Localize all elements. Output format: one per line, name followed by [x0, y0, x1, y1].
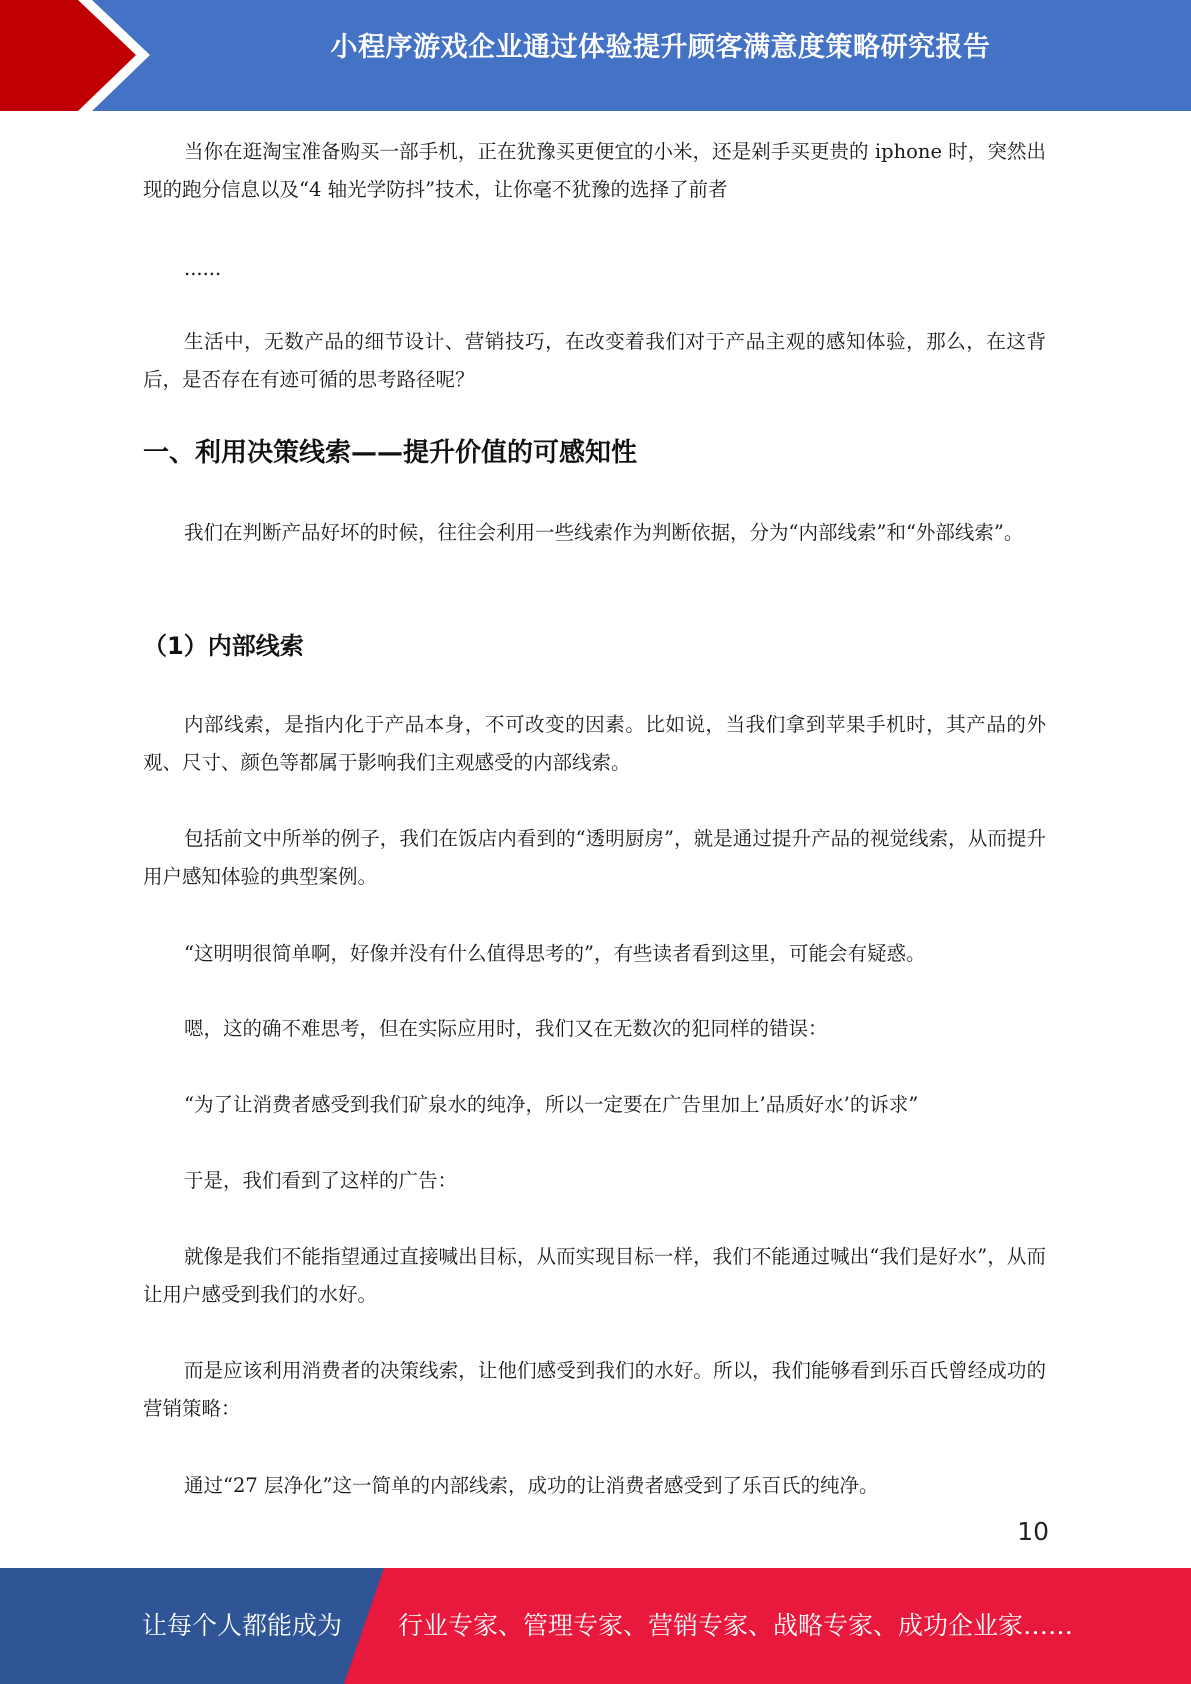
section-heading: 一、利用决策线索——提升价值的可感知性 — [143, 438, 638, 468]
subsection-heading: （1）内部线索 — [143, 632, 304, 660]
paragraph-9: 就像是我们不能指望通过直接喊出目标，从而实现目标一样，我们不能通过喊出“我们是好水”，从而让用户感受到我们的水好。 — [143, 1245, 1046, 1306]
paragraph-3: 我们在判断产品好坏的时候，往往会利用一些线索作为判断依据，分为“内部线索”和“外部线索”。 — [184, 521, 1024, 544]
paragraph-6: “这明明很简单啊，好像并没有什么值得思考的”，有些读者看到这里，可能会有疑惑。 — [184, 942, 926, 965]
header-arrow-icon — [0, 0, 160, 111]
paragraph-4: 内部线索，是指内化于产品本身，不可改变的因素。比如说，当我们拿到苹果手机时，其产品的外观、尺寸、颜色等都属于影响我们主观感受的内部线索。 — [143, 713, 1046, 774]
paragraph-5: 包括前文中所举的例子，我们在饭店内看到的“透明厨房”，就是通过提升产品的视觉线索，从而提升用户感知体验的典型案例。 — [143, 827, 1046, 888]
paragraph-10: 而是应该利用消费者的决策线索，让他们感受到我们的水好。所以，我们能够看到乐百氏曾经成功的营销策略： — [143, 1359, 1046, 1420]
footer-slogan-left: 让每个人都能成为 — [142, 1611, 343, 1640]
document-title: 小程序游戏企业通过体验提升顾客满意度策略研究报告 — [330, 32, 991, 63]
quote-paragraph: “为了让消费者感受到我们矿泉水的纯净，所以一定要在广告里加上’品质好水’的诉求” — [184, 1093, 919, 1116]
footer-slogan-right: 行业专家、管理专家、营销专家、战略专家、成功企业家…… — [398, 1611, 1074, 1640]
ellipsis-paragraph: ...... — [184, 257, 222, 280]
paragraph-11: 通过“27 层净化”这一简单的内部线索，成功的让消费者感受到了乐百氏的纯净。 — [184, 1474, 879, 1497]
paragraph-1: 当你在逛淘宝准备购买一部手机，正在犹豫买更便宜的小米，还是剁手买更贵的 iphone 时，突然出现的跑分信息以及“4 轴光学防抖”技术，让你毫不犹豫的选择了前者 — [143, 140, 1046, 201]
page-footer — [0, 1568, 1191, 1684]
paragraph-7: 嗯，这的确不难思考，但在实际应用时，我们又在无数次的犯同样的错误： — [184, 1017, 828, 1040]
page-header — [0, 0, 1191, 111]
page-number: 10 — [1017, 1517, 1049, 1546]
paragraph-8: 于是，我们看到了这样的广告： — [184, 1169, 458, 1192]
paragraph-2: 生活中，无数产品的细节设计、营销技巧，在改变着我们对于产品主观的感知体验，那么，在这背后，是否存在有迹可循的思考路径呢？ — [143, 330, 1046, 391]
